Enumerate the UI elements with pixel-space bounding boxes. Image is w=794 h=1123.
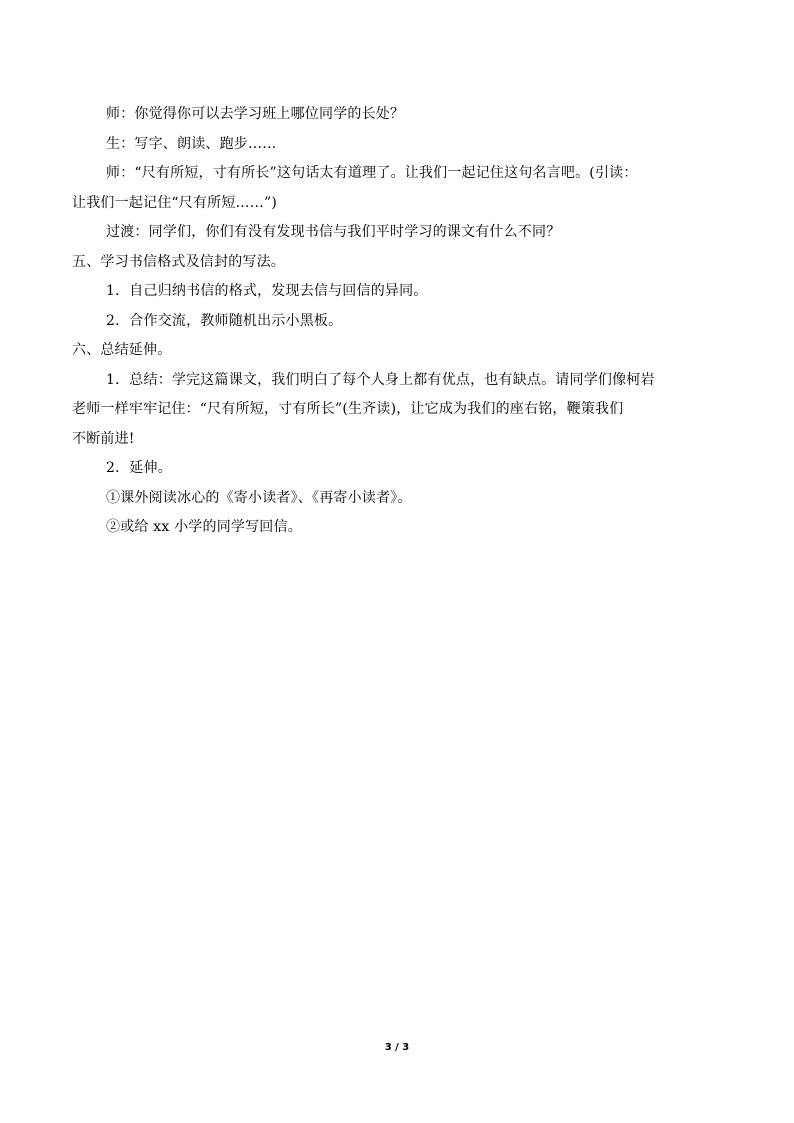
list-item-6-1-continued: 老师一样牢牢记住：“尺有所短，寸有所长”(生齐读)，让它成为我们的座右铭，鞭策我们 bbox=[72, 401, 624, 417]
paragraph-teacher-quote-continued: 让我们一起记住“尺有所短……”) bbox=[72, 194, 277, 211]
sub-item-reply-letter: ②或给 xx 小学的同学写回信。 bbox=[106, 519, 302, 535]
paragraph-teacher-question: 师：你觉得你可以去学习班上哪位同学的长处？ bbox=[106, 106, 405, 122]
list-item-5-1: 1．自己归纳书信的格式，发现去信与回信的异同。 bbox=[106, 283, 428, 299]
section-heading-5: 五、学习书信格式及信封的写法。 bbox=[72, 253, 285, 270]
list-item-5-2: 2．合作交流，教师随机出示小黑板。 bbox=[106, 312, 343, 329]
paragraph-student-answer: 生：写字、朗读、跑步…… bbox=[106, 135, 277, 152]
section-heading-6: 六、总结延伸。 bbox=[72, 342, 172, 358]
sub-item-reading: ①课外阅读冰心的《寄小读者》、《再寄小读者》。 bbox=[106, 489, 412, 506]
list-item-6-1-end: 不断前进! bbox=[72, 430, 135, 447]
document-body bbox=[72, 100, 724, 543]
page-number: 3 / 3 bbox=[384, 1042, 410, 1053]
list-item-6-2: 2．延伸。 bbox=[106, 460, 172, 476]
paragraph-teacher-quote: 师：“尺有所短，寸有所长”这句话太有道理了。让我们一起记住这句名言吧。(引读： bbox=[106, 165, 638, 181]
paragraph-transition: 过渡：同学们，你们有没有发现书信与我们平时学习的课文有什么不同？ bbox=[106, 224, 561, 240]
list-item-6-1: 1．总结：学完这篇课文，我们明白了每个人身上都有优点，也有缺点。请同学们像柯岩 bbox=[106, 371, 655, 388]
